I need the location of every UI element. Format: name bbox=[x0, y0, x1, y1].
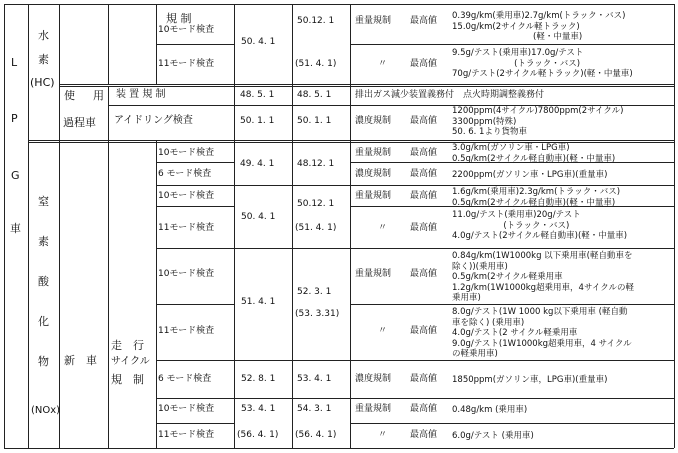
use-process-1: 使 bbox=[64, 89, 75, 102]
hc-category-3: (HC) bbox=[30, 76, 55, 89]
nox-apply-5: 52. 3. 1 bbox=[297, 287, 332, 297]
nox-mode-3: 10モード検査 bbox=[158, 191, 215, 201]
nox-max-4: 最高値 bbox=[410, 223, 438, 233]
nox-mode-8: 10モード検査 bbox=[158, 404, 215, 414]
hc-kisei-label: 規 制 bbox=[166, 12, 192, 25]
hc-values-4: 1200ppm(4サイクル)7800ppm(2サイクル) 3300ppm(特殊) 50. 6. 1より貨物車 bbox=[452, 106, 624, 137]
nox-category-1: 窒 bbox=[38, 195, 49, 208]
hc-max-2: 最高値 bbox=[410, 59, 438, 69]
nox-mode-5: 10モード検査 bbox=[158, 269, 215, 279]
hc-values-2: 9.5g/テスト(乗用車)17.0g/テスト (トラック・バス) 70g/テスト(2サイクル軽トラック)(軽・中量車) bbox=[452, 48, 633, 79]
nox-start-7: 52. 8. 1 bbox=[241, 374, 276, 384]
nox-values-1: 3.0g/km(ガソリン車・LPG車) 0.5g/km(2サイクル軽自動車)(軽・中量車) bbox=[452, 143, 616, 164]
nox-start-9: (56. 4. 1) bbox=[237, 430, 279, 440]
hc-apply-3: 48. 5. 1 bbox=[297, 90, 332, 100]
nox-mode-9: 11モード検査 bbox=[158, 430, 215, 440]
hc-category-1: 水 bbox=[38, 29, 49, 42]
nox-category-5: 物 bbox=[38, 355, 49, 368]
hc-apply-2: (51. 4. 1) bbox=[295, 59, 337, 69]
nox-mode-1: 10モード検査 bbox=[158, 148, 215, 158]
nox-reg-9: 〃 bbox=[378, 430, 388, 440]
nox-category-4: 化 bbox=[38, 315, 49, 328]
nox-max-5: 最高値 bbox=[410, 269, 438, 279]
nox-apply-1: 48.12. 1 bbox=[297, 159, 335, 169]
lpg-char-car: 車 bbox=[10, 222, 21, 235]
nox-reg-8: 重量規制 bbox=[355, 404, 392, 414]
lpg-char-g: G bbox=[11, 169, 20, 182]
soko-label-2: サイクル bbox=[111, 356, 150, 367]
nox-reg-4: 〃 bbox=[378, 223, 388, 233]
nox-start-5: 51. 4. 1 bbox=[241, 297, 276, 307]
nox-values-4: 11.0g/テスト(乗用車)20g/テスト (トラック・バス) 4.0g/テスト(2サイクル軽自動車)(軽・中量車) bbox=[452, 210, 628, 241]
lpg-char-l: L bbox=[11, 56, 18, 69]
hc-start-3: 48. 5. 1 bbox=[240, 90, 275, 100]
nox-values-2: 2200ppm(ガソリン車・LPG車)(重量車) bbox=[452, 170, 608, 180]
hc-mode-1: 10モード検査 bbox=[158, 25, 215, 35]
nox-mode-4: 11モード検査 bbox=[158, 223, 215, 233]
nox-mode-7: 6 モード検査 bbox=[158, 374, 212, 384]
nox-values-8: 0.48g/km (乗用車) bbox=[452, 405, 528, 415]
hc-category-2: 素 bbox=[38, 53, 49, 66]
hc-max-1: 最高値 bbox=[410, 16, 438, 26]
nox-values-5: 0.84g/km(1W1000kg 以下乗用車(軽自動車を 除く))(乗用車) 0.5g/km(2サイクル軽乗用車 1.2g/km(1W1000kg超乗用車，4サイクルの軽 乗用車) bbox=[452, 251, 634, 303]
nox-max-8: 最高値 bbox=[410, 404, 438, 414]
new-car-label: 新 車 bbox=[64, 354, 97, 367]
hc-mode-2: 11モード検査 bbox=[158, 59, 215, 69]
nox-category-2: 素 bbox=[38, 235, 49, 248]
lpg-char-p: P bbox=[11, 112, 18, 125]
hc-reg-3: 排出ガス減少装置義務付 点火時期調整義務付 bbox=[355, 90, 545, 100]
nox-values-6: 8.0g/テスト(1W 1000 kg以下乗用車 (軽自動 車を除く) (乗用車) 4.0g/テスト(2 サイクル軽乗用車 9.0g/テスト(1W1000kg超乗用車，4 サイクル の軽乗用車) bbox=[452, 307, 632, 359]
nox-start-1: 49. 4. 1 bbox=[240, 159, 275, 169]
hc-mode-3: 装 置 規 制 bbox=[116, 89, 166, 100]
use-process-3: 過程車 bbox=[63, 116, 96, 129]
nox-apply-7: 53. 4. 1 bbox=[297, 374, 332, 384]
nox-max-6: 最高値 bbox=[410, 326, 438, 336]
nox-category-6: (NOx) bbox=[31, 405, 61, 416]
hc-max-4: 最高値 bbox=[410, 116, 438, 126]
nox-values-9: 6.0g/テスト (乗用車) bbox=[452, 431, 534, 441]
hc-start-4: 50. 1. 1 bbox=[240, 116, 275, 126]
nox-max-7: 最高値 bbox=[410, 374, 438, 384]
hc-apply-1: 50.12. 1 bbox=[297, 16, 335, 26]
hc-start-1: 50. 4. 1 bbox=[241, 37, 276, 47]
nox-apply-6: (53. 3.31) bbox=[295, 309, 340, 319]
nox-reg-5: 重量規制 bbox=[355, 269, 392, 279]
nox-reg-1: 重量規制 bbox=[355, 148, 392, 158]
hc-reg-4: 濃度規制 bbox=[355, 116, 392, 126]
soko-label-3: 規 制 bbox=[111, 373, 144, 386]
use-process-2: 用 bbox=[93, 89, 104, 102]
hc-apply-4: 50. 1. 1 bbox=[297, 116, 332, 126]
nox-category-3: 酸 bbox=[38, 275, 49, 288]
hc-reg-2: 〃 bbox=[378, 59, 388, 69]
nox-reg-2: 濃度規制 bbox=[355, 169, 392, 179]
nox-reg-7: 濃度規制 bbox=[355, 374, 392, 384]
nox-max-2: 最高値 bbox=[410, 169, 438, 179]
nox-apply-4: (51. 4. 1) bbox=[295, 223, 337, 233]
nox-max-3: 最高値 bbox=[410, 191, 438, 201]
nox-apply-8: 54. 3. 1 bbox=[297, 404, 332, 414]
nox-mode-6: 11モード検査 bbox=[158, 326, 215, 336]
soko-label-1: 走 行 bbox=[111, 339, 144, 352]
nox-apply-3: 50.12. 1 bbox=[297, 199, 335, 209]
nox-values-7: 1850ppm(ガソリン車，LPG車)(重量車) bbox=[452, 375, 608, 385]
hc-values-1: 0.39g/km(乗用車)2.7g/km(トラック・バス) 15.0g/km(2サイクル軽トラック) (軽・中量車) bbox=[452, 11, 626, 42]
hc-reg-1: 重量規制 bbox=[355, 16, 392, 26]
nox-apply-9: (56. 4. 1) bbox=[295, 430, 337, 440]
nox-mode-2: 6 モード検査 bbox=[158, 169, 212, 179]
hc-mode-4: アイドリング検査 bbox=[114, 115, 193, 126]
nox-reg-3: 重量規制 bbox=[355, 191, 392, 201]
nox-max-9: 最高値 bbox=[410, 430, 438, 440]
nox-start-8: 53. 4. 1 bbox=[241, 404, 276, 414]
nox-start-3: 50. 4. 1 bbox=[241, 212, 276, 222]
nox-values-3: 1.6g/km(乗用車)2.3g/km(トラック・バス) 0.5g/km(2サイクル軽自動車)(軽・中量車) bbox=[452, 187, 621, 208]
nox-reg-6: 〃 bbox=[378, 326, 388, 336]
nox-max-1: 最高値 bbox=[410, 148, 438, 158]
